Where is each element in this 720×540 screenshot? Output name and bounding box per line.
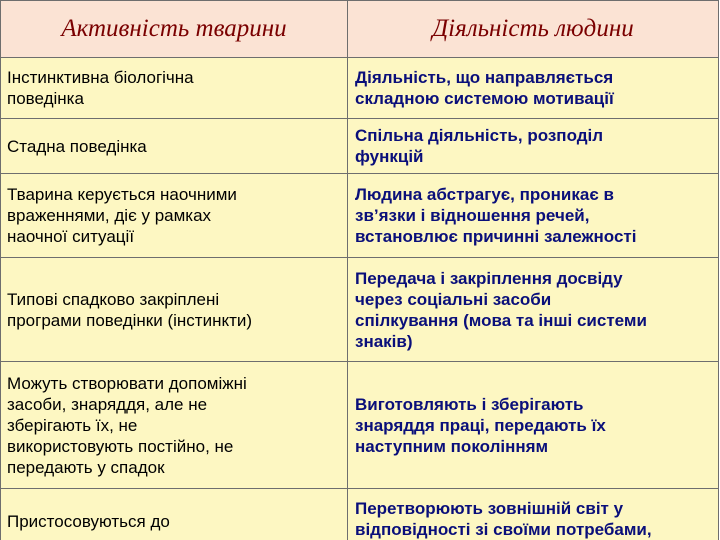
animal-text: Типові спадково закріплені програми поведінки (інстинкти)	[7, 289, 253, 330]
human-text: Спільна діяльність, розподіл функцій	[355, 126, 604, 166]
header-left-label: Активність тварини	[61, 15, 287, 42]
human-cell	[347, 118, 719, 174]
human-cell	[347, 488, 719, 540]
animal-text: Інстинктивна біологічна поведінка	[7, 68, 194, 108]
human-text: Людина абстрагує, проникає в зв’язки і відношення речей, встановлює причинні залежності	[355, 185, 637, 246]
table-header-row	[0, 0, 720, 58]
animal-cell	[0, 488, 348, 540]
table-row	[0, 118, 720, 174]
human-cell	[347, 57, 719, 119]
human-cell	[347, 257, 719, 362]
header-human-activity	[347, 0, 719, 58]
header-right-label: Діяльність людини	[432, 15, 634, 42]
animal-cell	[0, 57, 348, 119]
table-row	[0, 488, 720, 540]
table-row	[0, 257, 720, 362]
animal-text: Стадна поведінка	[7, 136, 147, 156]
table-row	[0, 173, 720, 258]
animal-cell	[0, 173, 348, 258]
human-text: Передача і закріплення досвіду через соціальні засоби спілкування (мова та інші системи знаків)	[355, 268, 647, 351]
table-row	[0, 57, 720, 119]
animal-text: Пристосовуються до	[7, 512, 170, 531]
human-text: Виготовляють і зберігають знаряддя праці, передають їх наступним поколінням	[355, 394, 606, 456]
header-animal-activity	[0, 0, 348, 58]
animal-text: Тварина керується наочними враженнями, діє у рамках наочної ситуації	[7, 185, 237, 246]
animal-cell	[0, 361, 348, 489]
table-row	[0, 361, 720, 489]
human-cell	[347, 173, 719, 258]
animal-cell	[0, 257, 348, 362]
animal-cell	[0, 118, 348, 174]
human-cell	[347, 361, 719, 489]
animal-text: Можуть створювати допоміжні засоби, знаряддя, але не зберігають їх, не використовують постійно, не передають у спадок	[7, 373, 247, 477]
human-text: Діяльність, що направляється складною системою мотивації	[355, 68, 614, 108]
human-text: Перетворюють зовнішній світ у відповідності зі своїми потребами,	[355, 499, 652, 539]
